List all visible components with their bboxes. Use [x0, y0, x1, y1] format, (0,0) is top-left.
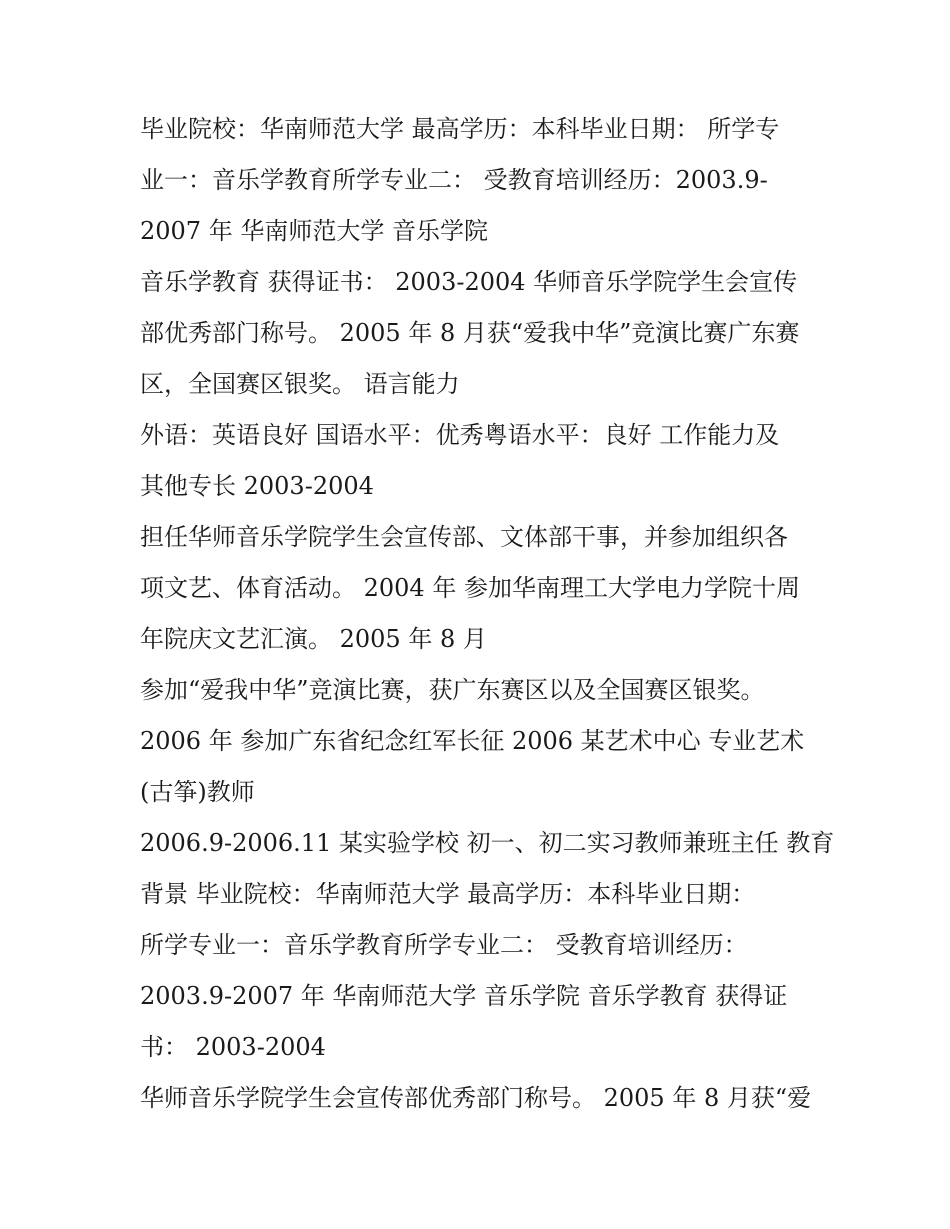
text-line-3: 2007 年 华南师范大学 音乐学院	[140, 217, 488, 245]
text-line-2: 业一：音乐学教育所学专业二： 受教育培训经历：2003.9-	[140, 166, 768, 194]
text-line-5: 部优秀部门称号。 2005 年 8 月获“爱我中华”竞演比赛广东赛	[140, 319, 800, 347]
text-line-14: (古筝)教师	[140, 778, 255, 806]
text-line-15: 2006.9-2006.11 某实验学校 初一、初二实习教师兼班主任 教育	[140, 829, 835, 857]
text-line-9: 担任华师音乐学院学生会宣传部、文体部干事，并参加组织各	[140, 523, 788, 551]
body-text	[140, 104, 835, 1124]
text-line-10: 项文艺、体育活动。 2004 年 参加华南理工大学电力学院十周	[140, 574, 800, 602]
text-line-11: 年院庆文艺汇演。 2005 年 8 月	[140, 625, 487, 653]
text-line-6: 区，全国赛区银奖。 语言能力	[140, 370, 460, 398]
text-line-4: 音乐学教育 获得证书： 2003-2004 华师音乐学院学生会宣传	[140, 268, 798, 296]
text-line-17: 所学专业一：音乐学教育所学专业二： 受教育培训经历：	[140, 931, 748, 959]
text-line-1: 毕业院校：华南师范大学 最高学历：本科毕业日期： 所学专	[140, 115, 780, 143]
text-line-16: 背景 毕业院校：华南师范大学 最高学历：本科毕业日期：	[140, 880, 756, 908]
text-line-12: 参加“爱我中华”竞演比赛，获广东赛区以及全国赛区银奖。	[140, 676, 765, 704]
text-line-13: 2006 年 参加广东省纪念红军长征 2006 某艺术中心 专业艺术	[140, 727, 805, 755]
text-line-19: 书： 2003-2004	[140, 1033, 326, 1061]
text-line-18: 2003.9-2007 年 华南师范大学 音乐学院 音乐学教育 获得证	[140, 982, 788, 1010]
text-line-20: 华师音乐学院学生会宣传部优秀部门称号。 2005 年 8 月获“爱	[140, 1084, 812, 1112]
text-line-8: 其他专长 2003-2004	[140, 472, 374, 500]
text-line-7: 外语：英语良好 国语水平：优秀粤语水平：良好 工作能力及	[140, 421, 780, 449]
